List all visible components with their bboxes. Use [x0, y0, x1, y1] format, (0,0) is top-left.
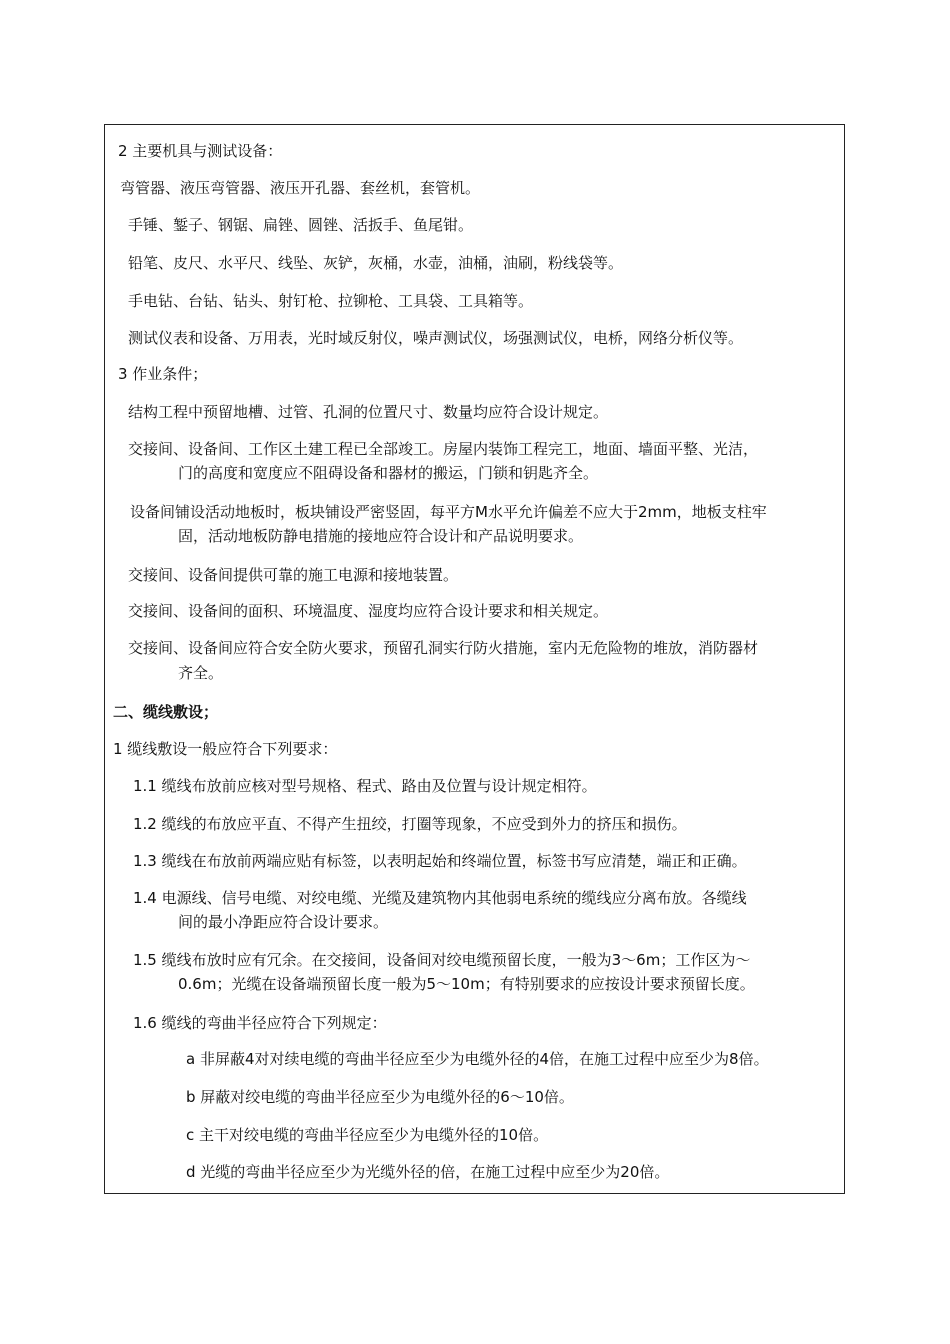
- cabling-item: 1.6 缆线的弯曲半径应符合下列规定：: [133, 1014, 387, 1032]
- equipment-line: 铅笔、皮尺、水平尺、线坠、灰铲，灰桶，水壶，油桶，油刷，粉线袋等。: [128, 254, 624, 272]
- condition-line: 交接间、设备间提供可靠的施工电源和接地装置。: [128, 566, 459, 584]
- cabling-item: 1.5 缆线布放时应有冗余。在交接间，设备间对绞电缆预留长度，一般为3～6m；工作区为～: [133, 951, 751, 969]
- equipment-line: 弯管器、液压弯管器、液压开孔器、套丝机，套管机。: [120, 179, 481, 197]
- cabling-item: 1.1 缆线布放前应核对型号规格、程式、路由及位置与设计规定相符。: [133, 777, 597, 795]
- condition-line-continued: 门的高度和宽度应不阻碍设备和器材的搬运，门锁和钥匙齐全。: [178, 464, 599, 482]
- cabling-item: 1.4 电源线、信号电缆、对绞电缆、光缆及建筑物内其他弱电系统的缆线应分离布放。各缆线: [133, 889, 747, 907]
- bend-radius-rule: d 光缆的弯曲半径应至少为光缆外径的倍，在施工过程中应至少为20倍。: [186, 1163, 670, 1181]
- equipment-line: 手电钻、台钻、钻头、射钉枪、拉铆枪、工具袋、工具箱等。: [128, 292, 534, 310]
- cabling-item: 1.2 缆线的布放应平直、不得产生扭绞，打圈等现象，不应受到外力的挤压和损伤。: [133, 815, 687, 833]
- condition-line: 交接间、设备间应符合安全防火要求，预留孔洞实行防火措施，室内无危险物的堆放，消防器材: [128, 639, 759, 657]
- equipment-line: 手锤、錾子、钢锯、扁锉、圆锉、活扳手、鱼尾钳。: [128, 216, 474, 234]
- bend-radius-rule: a 非屏蔽4对对续电缆的弯曲半径应至少为电缆外径的4倍，在施工过程中应至少为8倍。: [186, 1050, 769, 1068]
- condition-line-continued: 齐全。: [178, 664, 224, 682]
- equipment-line: 测试仪表和设备、万用表，光时域反射仪，噪声测试仪，场强测试仪，电桥，网络分析仪等。: [128, 329, 744, 347]
- cabling-requirements-intro: 1 缆线敷设一般应符合下列要求：: [113, 740, 338, 758]
- section-equipment-heading: 2 主要机具与测试设备：: [118, 142, 283, 160]
- section-cabling-heading: 二、缆线敷设；: [113, 703, 219, 721]
- bend-radius-rule: c 主干对绞电缆的弯曲半径应至少为电缆外径的10倍。: [186, 1126, 549, 1144]
- condition-line-continued: 固，活动地板防静电措施的接地应符合设计和产品说明要求。: [178, 527, 584, 545]
- cabling-item: 1.3 缆线在布放前两端应贴有标签，以表明起始和终端位置，标签书写应清楚，端正和正确。: [133, 852, 747, 870]
- condition-line: 设备间铺设活动地板时，板块铺设严密竖固，每平方M水平允许偏差不应大于2mm，地板支柱牢: [130, 503, 767, 521]
- cabling-item-continued: 0.6m；光缆在设备端预留长度一般为5～10m；有特别要求的应按设计要求预留长度。: [178, 975, 755, 993]
- bend-radius-rule: b 屏蔽对绞电缆的弯曲半径应至少为电缆外径的6～10倍。: [186, 1088, 574, 1106]
- section-conditions-heading: 3 作业条件；: [118, 365, 208, 383]
- condition-line: 交接间、设备间的面积、环境温度、湿度均应符合设计要求和相关规定。: [128, 602, 609, 620]
- condition-line: 交接间、设备间、工作区土建工程已全部竣工。房屋内装饰工程完工，地面、墙面平整、光洁，: [128, 440, 759, 458]
- cabling-item-continued: 间的最小净距应符合设计要求。: [178, 913, 389, 931]
- condition-line: 结构工程中预留地槽、过管、孔洞的位置尺寸、数量均应符合设计规定。: [128, 403, 609, 421]
